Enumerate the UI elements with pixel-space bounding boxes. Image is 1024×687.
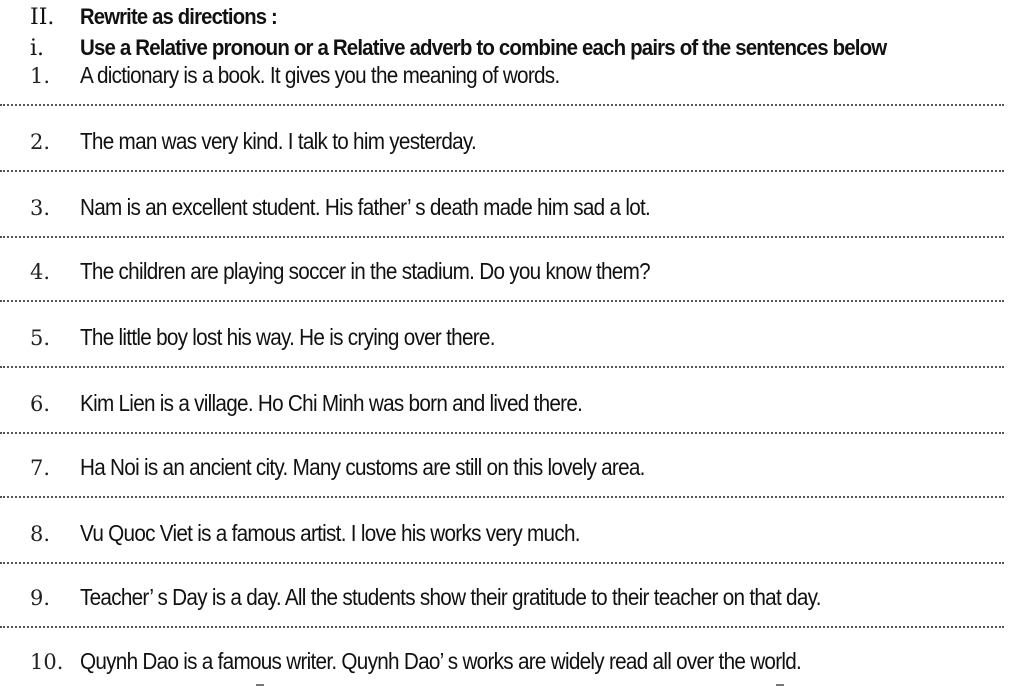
question-item — [0, 128, 1024, 160]
question-number: 1. — [30, 64, 51, 88]
question-item — [0, 390, 1024, 422]
question-number: 10. — [30, 650, 64, 674]
question-text: The children are playing soccer in the stadium. Do you know them? — [80, 258, 650, 284]
section-number: II. — [30, 4, 55, 30]
question-number: 9. — [30, 586, 51, 610]
question-item — [0, 62, 1024, 94]
question-text: Ha Noi is an ancient city. Many customs are still on this lovely area. — [80, 454, 645, 480]
answer-line[interactable] — [0, 366, 1004, 368]
question-number: 8. — [30, 522, 51, 546]
answer-line[interactable] — [0, 104, 1004, 106]
question-item — [0, 584, 1024, 616]
answer-line[interactable] — [0, 432, 1004, 434]
question-item — [0, 648, 1024, 680]
question-text: A dictionary is a book. It gives you the meaning of words. — [80, 62, 560, 88]
question-number: 7. — [30, 456, 51, 480]
bottom-mark — [776, 684, 784, 686]
question-text: Nam is an excellent student. His father’ s death made him sad a lot. — [80, 194, 651, 220]
question-number: 5. — [30, 326, 51, 350]
instruction-text: Use a Relative pronoun or a Relative adverb to combine each pairs of the sentences below — [80, 35, 887, 60]
question-text: The man was very kind. I talk to him yesterday. — [80, 128, 477, 154]
question-number: 3. — [30, 196, 51, 220]
question-text: Vu Quoc Viet is a famous artist. I love his works very much. — [80, 520, 580, 546]
instruction-number: i. — [30, 35, 45, 61]
question-text: Teacher’ s Day is a day. All the students show their gratitude to their teacher on that day. — [80, 584, 821, 610]
question-number: 6. — [30, 392, 51, 416]
question-text: Quynh Dao is a famous writer. Quynh Dao’ s works are widely read all over the world. — [80, 648, 802, 674]
question-item — [0, 324, 1024, 356]
section-title: Rewrite as directions : — [80, 4, 277, 29]
answer-line[interactable] — [0, 496, 1004, 498]
question-number: 2. — [30, 130, 51, 154]
answer-line[interactable] — [0, 236, 1004, 238]
answer-line[interactable] — [0, 562, 1004, 564]
bottom-mark — [256, 684, 264, 686]
question-item — [0, 454, 1024, 486]
answer-line[interactable] — [0, 170, 1004, 172]
question-item — [0, 194, 1024, 226]
answer-line[interactable] — [0, 626, 1004, 628]
question-text: Kim Lien is a village. Ho Chi Minh was born and lived there. — [80, 390, 583, 416]
question-number: 4. — [30, 260, 51, 284]
answer-line[interactable] — [0, 300, 1004, 302]
question-item — [0, 520, 1024, 552]
question-item — [0, 258, 1024, 290]
question-text: The little boy lost his way. He is crying over there. — [80, 324, 495, 350]
